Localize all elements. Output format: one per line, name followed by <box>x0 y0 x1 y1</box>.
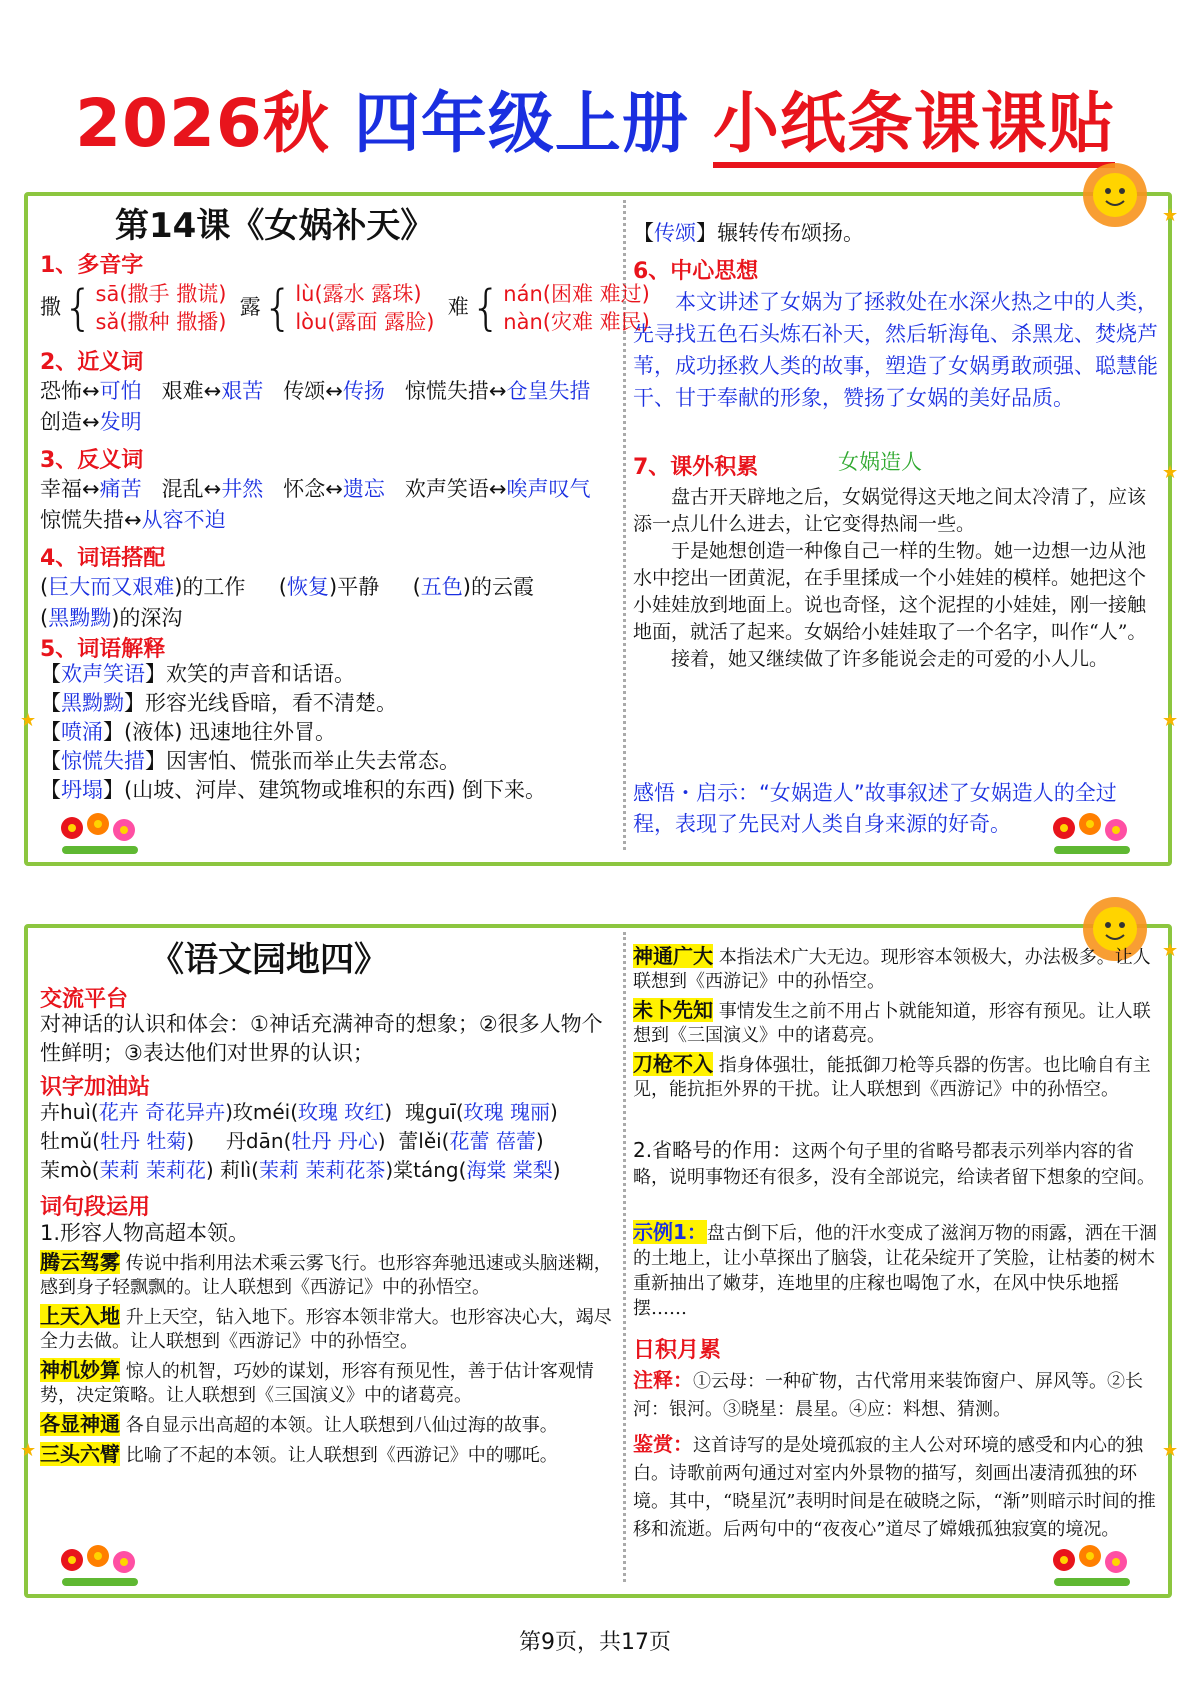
col-fill: 五色 <box>420 575 463 599</box>
char-words: 玫瑰 玫红 <box>298 1100 385 1124</box>
lesson-title: 第14课《女娲补天》 <box>115 206 435 246</box>
syn-word: 惊慌失措↔ <box>404 379 507 403</box>
char-entry: 莉lì( <box>220 1158 259 1182</box>
star-icon: ★ <box>1162 710 1179 731</box>
char-entry: 茉mò( <box>40 1158 100 1182</box>
def-text: 辗转传布颂扬。 <box>717 221 864 245</box>
paren: ) <box>225 1100 233 1124</box>
story-text <box>633 484 1158 673</box>
idiom-word: 神机妙算 <box>40 1358 120 1382</box>
paren: ( <box>278 575 287 599</box>
polyphonic-block: 撒{sā(撒手 撒谎) sǎ(撒种 撒播) 露{lù(露水 露珠) lòu(露面 露脸) 难{nán(困难 难过) nàn(灾难 难民) <box>40 280 650 336</box>
poly-char: 难 <box>447 295 469 319</box>
char-entry: 玫méi( <box>232 1100 299 1124</box>
story-paragraph: 盘古开天辟地之后，女娲觉得这天地之间太冷清了，应该添一点儿什么进去，让它变得热闹一些。 <box>633 486 1147 535</box>
paren: ) <box>186 1129 195 1153</box>
idiom-word: 三头六臂 <box>40 1442 120 1466</box>
col-rest: )的深沟 <box>111 606 183 630</box>
syn-match: 可怕 <box>99 379 142 403</box>
char-words: 海棠 棠梨 <box>466 1158 553 1182</box>
idiom-word: 腾云驾雾 <box>40 1250 120 1274</box>
char-words: 茉莉 茉莉花 <box>99 1158 206 1182</box>
paren: ) <box>535 1129 544 1153</box>
appreciation <box>633 1430 1158 1544</box>
central-idea-text: 本文讲述了女娲为了拯救处在水深火热之中的人类，先寻找五色石头炼石补天，然后斩海龟、杀黑龙、焚烧芦苇，成功拯救人类的故事，塑造了女娲勇敢顽强、聪慧能干、甘于奉献的形象，赞扬了女娲的美好品质。 <box>633 290 1158 410</box>
syn-match: 传扬 <box>342 379 385 403</box>
antonym-list <box>40 474 591 536</box>
collocation-list <box>40 572 534 634</box>
char-words: 花卉 奇花异卉 <box>98 1100 226 1124</box>
def-word: 喷涌 <box>61 720 103 744</box>
char-words: 玫瑰 瑰丽 <box>463 1100 551 1124</box>
section-collocations: 4、词语搭配 <box>40 546 166 571</box>
definition-item: 【传颂】辗转传布颂扬。 <box>633 221 864 245</box>
char-entry: 牡mǔ( <box>40 1129 100 1153</box>
idiom-word: 上天入地 <box>40 1304 120 1328</box>
ant-word: 混乱↔ <box>161 477 222 501</box>
flowers-icon <box>58 1540 148 1590</box>
poly-reading: sā(撒手 撒谎) <box>95 282 227 306</box>
paren: ) <box>384 1100 393 1124</box>
paren: ) <box>552 1158 561 1182</box>
synonym-list <box>40 376 591 438</box>
idiom-text: 本指法术广大无边。现形容本领极大，办法极多。让人联想到《西游记》中的孙悟空。 <box>633 947 1151 992</box>
idiom-list-left <box>40 1250 615 1468</box>
idiom-word: 神通广大 <box>633 944 713 968</box>
example-label: 示例1： <box>633 1220 707 1244</box>
star-icon: ★ <box>1162 940 1179 961</box>
col-fill: 巨大而又艰难 <box>48 575 175 599</box>
paren: ) <box>377 1129 386 1153</box>
char-words: 牡丹 牡菊 <box>99 1129 187 1153</box>
ant-word: 欢声笑语↔ <box>404 477 507 501</box>
idiom-text: 惊人的机智，巧妙的谋划，形容有预见性，善于估计客观情势，决定策略。让人联想到《三国演义》中的诸葛亮。 <box>40 1361 594 1406</box>
panel2-divider <box>623 932 626 1582</box>
star-icon: ★ <box>20 1440 37 1461</box>
char-entry: 棠táng( <box>393 1158 467 1182</box>
poly-reading: nàn(灾难 难民) <box>503 310 650 334</box>
title-year: 2026秋 <box>75 85 330 162</box>
section-daily: 日积月累 <box>633 1338 722 1363</box>
paren: ( <box>412 575 421 599</box>
idiom-text: 传说中指利用法术乘云雾飞行。也形容奔驰迅速或头脑迷糊，感到身子轻飘飘的。让人联想到《西游记》中的孙悟空。 <box>40 1253 612 1298</box>
ellipsis-usage <box>633 1138 1158 1190</box>
ant-match: 唉声叹气 <box>506 477 591 501</box>
char-words: 茉莉 茉莉花茶 <box>258 1158 386 1182</box>
sun-icon <box>1080 160 1150 230</box>
section-characters: 识字加油站 <box>40 1075 151 1100</box>
poly-char: 撒 <box>40 295 61 319</box>
char-entry: 瑰guī( <box>404 1100 464 1124</box>
poly-reading: nán(困难 难过) <box>503 282 650 306</box>
story-title: 女娲造人 <box>838 450 922 474</box>
unit-title: 《语文园地四》 <box>150 940 388 980</box>
star-icon: ★ <box>1162 205 1179 226</box>
def-text: 因害怕、慌张而举止失去常态。 <box>166 749 460 773</box>
story-paragraph: 于是她想创造一种像自己一样的生物。她一边想一边从池水中挖出一团黄泥，在手里揉成一个小娃娃的模样。她把这个小娃娃放到地面上。说也奇怪，这个泥捏的小娃娃，刚一接触地面，就活了起来。女娲给小娃娃取了一个名字，叫作“人”。 <box>633 540 1147 643</box>
syn-word: 传颂↔ <box>283 379 343 403</box>
poly-reading: lù(露水 露珠) <box>295 282 422 306</box>
star-icon: ★ <box>1162 462 1179 483</box>
note-label: 注释： <box>633 1368 693 1392</box>
idiom-text: 升上天空，钻入地下。形容本领非常大。也形容决心大，竭尽全力去做。让人联想到《西游记》中的孙悟空。 <box>40 1307 612 1352</box>
section-antonyms: 3、反义词 <box>40 448 144 473</box>
col-rest: )的云霞 <box>462 575 534 599</box>
story-paragraph: 接着，她又继续做了许多能说会走的可爱的小人儿。 <box>671 648 1109 670</box>
star-icon: ★ <box>1162 1440 1179 1461</box>
def-word: 坍塌 <box>61 778 103 802</box>
char-entry: 丹dān( <box>225 1129 292 1153</box>
appreciation-text: 这首诗写的是处境孤寂的主人公对环境的感受和内心的独白。诗歌前两句通过对室内外景物的描写，刻画出凄清孤独的环境。其中，“晓星沉”表明时间是在破晓之际，“渐”则暗示时间的推移和流逝。后两句中的“夜夜心”道尽了嫦娥孤独寂寞的境况。 <box>633 1435 1156 1540</box>
ellipsis-label: 2.省略号的作用： <box>633 1138 793 1162</box>
character-list <box>40 1098 561 1185</box>
def-word: 欢声笑语 <box>61 662 145 686</box>
definition-list: 【欢声笑语】欢笑的声音和话语。 【黑黝黝】形容光线昏暗，看不清楚。 【喷涌】(液体) 迅速地往外冒。 【惊慌失措】因害怕、慌张而举止失去常态。 【坍塌】(山坡、河岸、建筑物或堆积的东西) 倒下来。 <box>40 662 547 802</box>
ant-match: 痛苦 <box>99 477 142 501</box>
char-words: 牡丹 丹心 <box>291 1129 378 1153</box>
def-text: (山坡、河岸、建筑物或堆积的东西) 倒下来。 <box>124 778 547 802</box>
paren: ( <box>40 575 49 599</box>
ant-word: 惊慌失措↔ <box>40 508 142 532</box>
paren: ) <box>550 1100 558 1124</box>
def-word: 惊慌失措 <box>61 749 145 773</box>
char-entry: 蕾lěi( <box>398 1129 450 1153</box>
def-text: 欢笑的声音和话语。 <box>166 662 355 686</box>
idiom-text: 各自显示出高超的本领。让人联想到八仙过海的故事。 <box>125 1415 558 1436</box>
def-word: 黑黝黝 <box>61 691 124 715</box>
idiom-text: 指身体强壮，能抵御刀枪等兵器的伤害。也比喻自有主见，能抗拒外界的干扰。让人联想到《西游记》中的孙悟空。 <box>633 1055 1151 1100</box>
usage-item-1: 1.形容人物高超本领。 <box>40 1221 250 1245</box>
char-words: 花蕾 蓓蕾 <box>449 1129 536 1153</box>
char-entry: 卉huì( <box>40 1100 99 1124</box>
def-text: (液体) 迅速地往外冒。 <box>124 720 337 744</box>
appreciation-label: 鉴赏： <box>633 1432 693 1456</box>
note-text: ①云母：一种矿物，古代常用来装饰窗户、屏风等。②长河：银河。③晓星：晨星。④应：料想、猜测。 <box>633 1371 1143 1420</box>
idiom-text: 比喻了不起的本领。让人联想到《西游记》中的哪吒。 <box>125 1445 558 1466</box>
section-polyphonic: 1、多音字 <box>40 253 144 278</box>
col-rest: )的工作 <box>174 575 246 599</box>
exchange-text: 对神话的认识和体会：①神话充满神奇的想象；②很多人物个性鲜明；③表达他们对世界的认识； <box>40 1012 603 1065</box>
idiom-word: 各显神通 <box>40 1412 120 1436</box>
paren: ) <box>385 1158 394 1182</box>
flowers-icon <box>1050 1540 1140 1590</box>
idiom-word: 未卜先知 <box>633 998 713 1022</box>
idiom-word: 刀枪不入 <box>633 1052 713 1076</box>
page-number: 第9页，共17页 <box>519 1630 671 1655</box>
flowers-icon <box>58 808 148 858</box>
ant-match: 井然 <box>221 477 264 501</box>
syn-match: 发明 <box>99 410 142 434</box>
section-definitions: 5、词语解释 <box>40 637 166 662</box>
title-grade: 四年级上册 <box>353 85 689 162</box>
insight <box>633 778 1158 840</box>
syn-word: 创造↔ <box>40 410 100 434</box>
paren: ) <box>205 1158 214 1182</box>
syn-word: 恐怖↔ <box>40 379 100 403</box>
page-title <box>0 70 1190 165</box>
col-fill: 恢复 <box>287 575 329 599</box>
ant-match: 遗忘 <box>342 477 385 501</box>
insight-text: “女娲造人”故事叙述了女娲造人的全过程，表现了先民对人类自身来源的好奇。 <box>633 781 1117 836</box>
poly-char: 露 <box>239 295 261 319</box>
def-word: 传颂 <box>654 221 696 245</box>
section-exchange: 交流平台 <box>40 987 129 1012</box>
section-synonyms: 2、近义词 <box>40 350 144 375</box>
section-central-idea: 6、中心思想 <box>633 259 759 284</box>
ant-match: 从容不迫 <box>141 508 226 532</box>
syn-match: 仓皇失措 <box>506 379 591 403</box>
example <box>633 1220 1158 1321</box>
ellipsis-text: 这两个句子里的省略号都表示列举内容的省略，说明事物还有很多，没有全部说完，给读者留下想象的空间。 <box>633 1141 1155 1188</box>
poly-reading: lòu(露面 露脸) <box>295 310 435 334</box>
ant-word: 幸福↔ <box>40 477 100 501</box>
ant-word: 怀念↔ <box>283 477 343 501</box>
syn-match: 艰苦 <box>221 379 264 403</box>
section-extra: 7、课外积累 <box>633 455 759 480</box>
star-icon: ★ <box>20 710 37 731</box>
example-text: 盘古倒下后，他的汗水变成了滋润万物的雨露，洒在干涸的土地上，让小草探出了脑袋，让花朵绽开了笑脸，让枯萎的树木重新抽出了嫩芽，连地里的庄稼也喝饱了水，在风中快乐地摇摆…… <box>633 1223 1157 1319</box>
poly-reading: sǎ(撒种 撒播) <box>95 310 227 334</box>
syn-word: 艰难↔ <box>161 379 222 403</box>
title-brand: 小纸条课课贴 <box>713 85 1115 168</box>
insight-label: 感悟・启示： <box>633 781 759 805</box>
idiom-text: 事情发生之前不用占卜就能知道，形容有预见。让人联想到《三国演义》中的诸葛亮。 <box>633 1001 1151 1046</box>
section-usage: 词句段运用 <box>40 1195 151 1220</box>
def-text: 形容光线昏暗，看不清楚。 <box>145 691 397 715</box>
paren: ( <box>40 606 49 630</box>
col-fill: 黑黝黝 <box>48 606 112 630</box>
notes <box>633 1366 1158 1424</box>
idiom-list-right <box>633 944 1158 1102</box>
col-rest: )平静 <box>329 575 380 599</box>
